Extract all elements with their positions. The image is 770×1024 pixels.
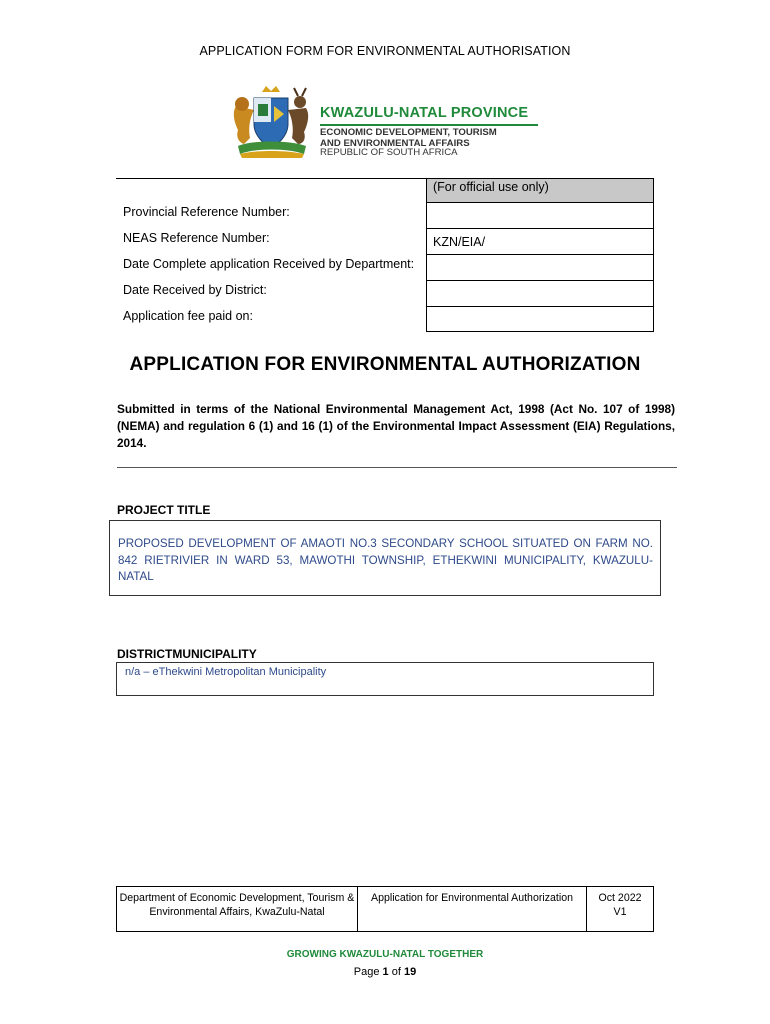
- application-fee-paid-field[interactable]: [427, 307, 653, 333]
- neas-reference-label: NEAS Reference Number:: [123, 231, 270, 245]
- logo-divider: [320, 124, 538, 126]
- footer-version: V1: [613, 906, 627, 918]
- page-title: APPLICATION FOR ENVIRONMENTAL AUTHORIZATION: [129, 354, 641, 375]
- provincial-reference-label: Provincial Reference Number:: [123, 205, 290, 219]
- page-number: [0, 966, 770, 978]
- footer-version-cell: [587, 887, 653, 931]
- district-municipality-heading: DISTRICTMUNICIPALITY: [117, 647, 257, 661]
- project-title-field[interactable]: PROPOSED DEVELOPMENT OF AMAOTI NO.3 SECONDARY SCHOOL SITUATED ON FARM NO. 842 RIETRIVIER IN WARD 53, MAWOTHI TOWNSHIP, ETHEKWINI MUNICIPALITY, KWAZULU-NATAL: [109, 520, 661, 596]
- official-use-heading: (For official use only): [427, 179, 653, 203]
- coat-of-arms-logo: [228, 86, 314, 160]
- section-divider: [117, 467, 677, 468]
- date-received-department-field[interactable]: [427, 255, 653, 281]
- page-total: 19: [403, 966, 417, 978]
- provincial-reference-field[interactable]: [427, 203, 653, 229]
- date-received-district-label: Date Received by District:: [123, 283, 267, 297]
- date-received-district-field[interactable]: [427, 281, 653, 307]
- department-line-2: AND ENVIRONMENTAL AFFAIRS: [320, 138, 470, 149]
- footer-date: Oct 2022: [598, 892, 642, 904]
- footer-department: Department of Economic Development, Tourism & Environmental Affairs, KwaZulu-Natal: [117, 887, 358, 931]
- official-use-top-rule: [116, 178, 426, 179]
- country-name: REPUBLIC OF SOUTH AFRICA: [320, 147, 458, 158]
- department-name: [320, 127, 497, 149]
- date-received-department-label: Date Complete application Received by Department:: [123, 257, 415, 271]
- district-municipality-field[interactable]: n/a – eThekwini Metropolitan Municipality: [116, 662, 654, 696]
- department-line-1: ECONOMIC DEVELOPMENT, TOURISM: [320, 127, 497, 138]
- footer-table: [116, 886, 654, 932]
- neas-reference-field[interactable]: KZN/EIA/: [427, 229, 653, 255]
- legal-basis-statement: Submitted in terms of the National Environmental Management Act, 1998 (Act No. 107 of 1998)(NEMA) and regulation 6 (1) and 16 (1) of the Environmental Impact Assessment (EIA) Regulations, 2014.: [117, 402, 675, 450]
- page-of: of: [391, 966, 401, 978]
- project-title-heading: PROJECT TITLE: [117, 503, 211, 517]
- document-header-title: APPLICATION FORM FOR ENVIRONMENTAL AUTHORISATION: [199, 44, 571, 58]
- province-name: KWAZULU-NATAL PROVINCE: [320, 105, 529, 121]
- application-fee-paid-label: Application fee paid on:: [123, 309, 253, 323]
- official-use-table: [426, 178, 654, 332]
- page-prefix: Page: [353, 966, 380, 978]
- page-current: 1: [382, 966, 389, 978]
- footer-slogan: GROWING KWAZULU-NATAL TOGETHER: [286, 949, 484, 960]
- footer-document-name: Application for Environmental Authorization: [358, 887, 587, 931]
